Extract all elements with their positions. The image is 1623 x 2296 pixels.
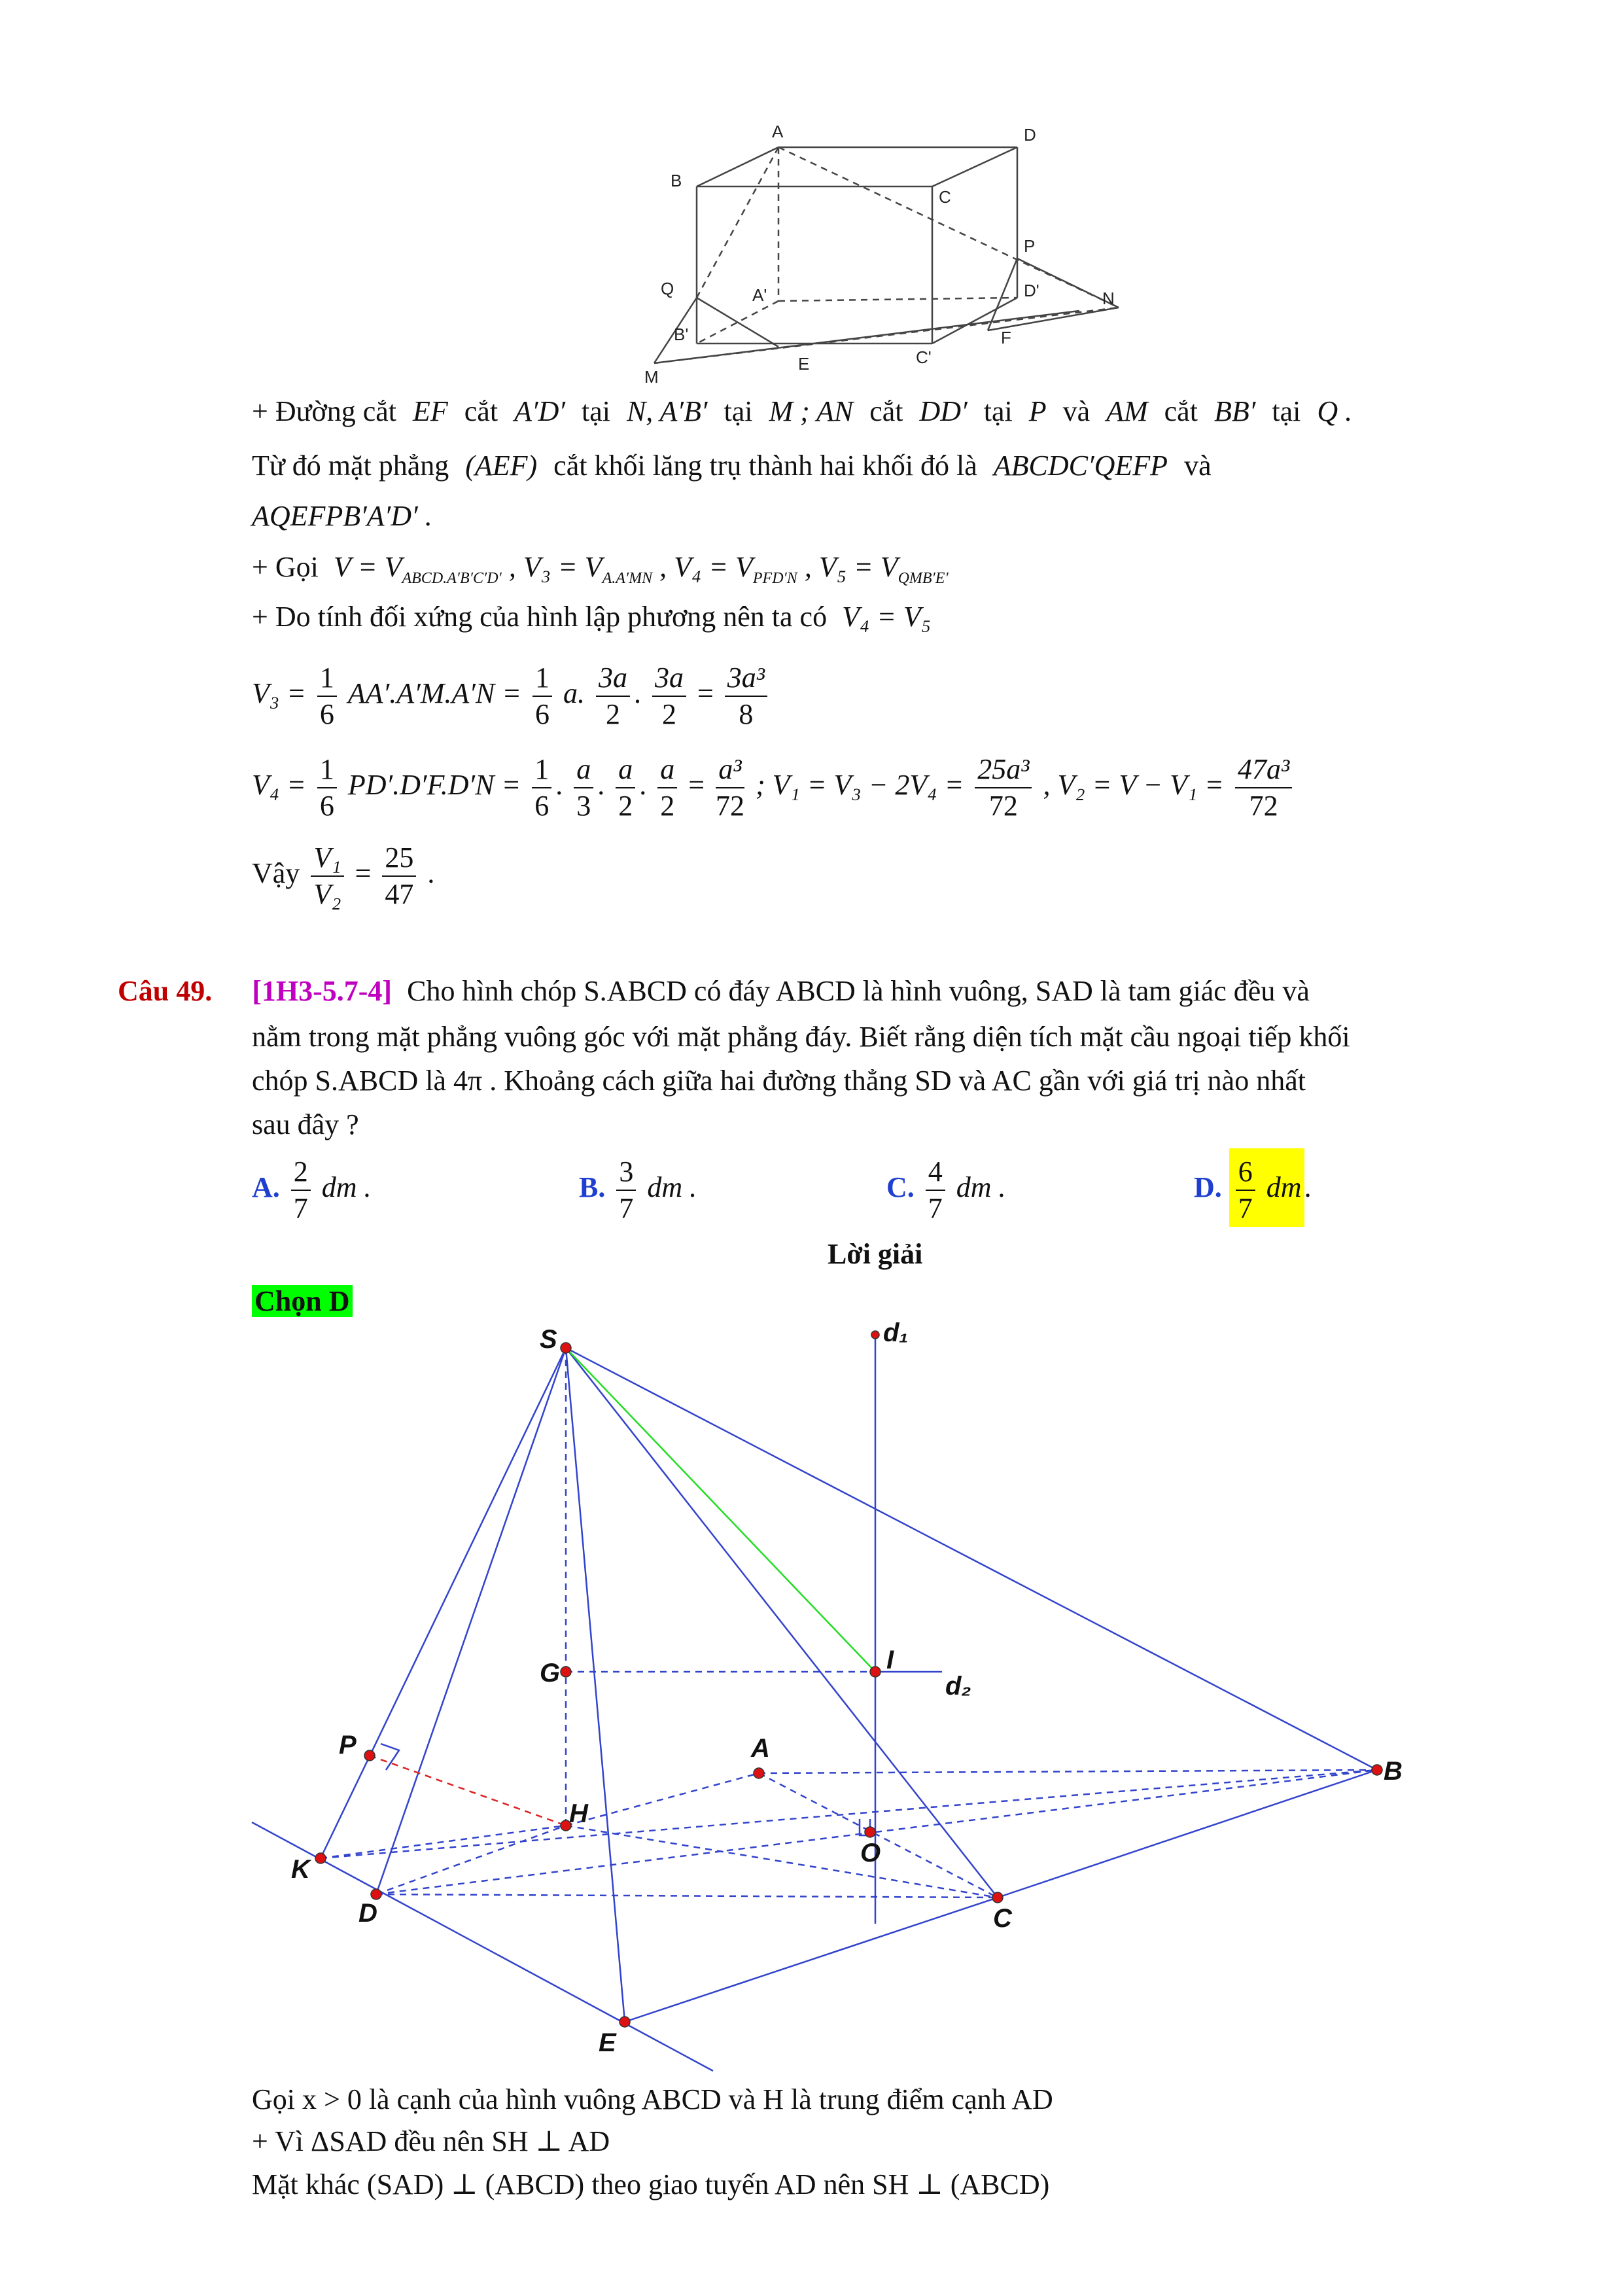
text: Vậy <box>252 857 300 889</box>
numerator: a <box>657 752 677 788</box>
label-G: G <box>540 1659 561 1687</box>
fraction <box>716 752 744 824</box>
fraction <box>926 1154 945 1226</box>
math: , V₅ = V <box>804 551 898 583</box>
math: ABCDC′QEFP <box>993 450 1168 482</box>
denominator: 6 <box>319 789 334 822</box>
math: AM <box>1106 395 1148 427</box>
unit: dm <box>1266 1171 1302 1203</box>
text: + Đường cắt <box>252 395 396 427</box>
question-text: chóp S.ABCD là 4π . Khoảng cách giữa hai đường thẳng SD và AC gần với giá trị nào nhất <box>252 1065 1306 1097</box>
sol49-line2 <box>252 2123 610 2161</box>
fraction <box>616 752 635 824</box>
option-letter: B. <box>579 1171 606 1203</box>
denominator: 7 <box>1238 1192 1253 1224</box>
label-S: S <box>540 1325 557 1354</box>
text: = <box>697 677 714 709</box>
unit: dm . <box>956 1171 1006 1203</box>
text: . <box>1304 1171 1312 1203</box>
label-d1: d₁ <box>883 1318 909 1347</box>
fraction <box>652 660 686 732</box>
sol48-line4 <box>252 548 949 597</box>
numerator: 3a <box>596 660 630 697</box>
label-I: I <box>886 1646 894 1674</box>
math: AQEFPB′A′D′ . <box>252 500 432 532</box>
label-E: E <box>798 354 810 374</box>
text: tại <box>1272 395 1301 427</box>
fraction <box>532 660 552 732</box>
q49-line4 <box>252 1106 359 1144</box>
math: V₄ = <box>252 769 306 801</box>
math: AA′.A′M.A′N = <box>347 677 521 709</box>
text: Gọi x > 0 là cạnh của hình vuông ABCD và H là trung điểm cạnh AD <box>252 2083 1053 2115</box>
text: Từ đó mặt phẳng <box>252 450 449 482</box>
conclusion <box>252 834 434 913</box>
sol48-line2 <box>252 447 1212 485</box>
denominator: 47 <box>385 877 414 910</box>
denominator: 72 <box>716 789 745 822</box>
denominator: 3 <box>576 789 591 822</box>
text: tại <box>983 395 1013 427</box>
math: DD′ <box>919 395 968 427</box>
math: BB′ <box>1213 395 1256 427</box>
cube-figure <box>635 121 1132 396</box>
label-A: A <box>772 122 784 141</box>
fraction <box>616 1154 636 1226</box>
option-a[interactable] <box>252 1148 372 1227</box>
denominator: 2 <box>618 789 633 822</box>
denominator: 7 <box>293 1192 308 1224</box>
label-O: O <box>860 1839 881 1867</box>
question-text: sau đây ? <box>252 1108 359 1140</box>
fraction <box>596 660 630 732</box>
fraction <box>725 660 767 732</box>
numerator: 2 <box>291 1154 311 1191</box>
text: . <box>427 857 435 889</box>
unit: dm . <box>321 1171 372 1203</box>
text: + Do tính đối xứng của hình lập phương nên ta có <box>252 601 828 633</box>
text: + Vì ΔSAD đều nên SH ⊥ AD <box>252 2125 610 2157</box>
numerator: 25a³ <box>975 752 1032 788</box>
option-b[interactable] <box>579 1148 697 1227</box>
option-letter: D. <box>1194 1171 1222 1203</box>
fraction <box>657 752 677 824</box>
fraction <box>317 752 337 824</box>
denominator: 2 <box>661 698 676 730</box>
label-A: A <box>751 1734 770 1763</box>
label-N: N <box>1102 289 1115 308</box>
math: V₃ = <box>252 677 306 709</box>
text: Mặt khác (SAD) ⊥ (ABCD) theo giao tuyến AD nên SH ⊥ (ABCD) <box>252 2168 1050 2200</box>
label-D: D <box>358 1899 377 1928</box>
label-Q: Q <box>661 279 674 298</box>
numerator: a <box>574 752 593 788</box>
text: tại <box>581 395 610 427</box>
denominator: 72 <box>1249 789 1278 822</box>
denominator: 6 <box>534 698 550 730</box>
label-H: H <box>569 1799 588 1828</box>
label-d2: d₂ <box>945 1672 971 1701</box>
label-D-prime: D' <box>1024 281 1039 300</box>
math: ; V₁ = V₃ − 2V₄ = <box>756 769 964 801</box>
subscript: ABCD.A′B′C′D′ <box>402 569 502 587</box>
numerator: a³ <box>716 752 744 788</box>
fraction <box>1236 1154 1255 1226</box>
label-B-prime: B' <box>674 325 689 344</box>
label-K: K <box>291 1855 310 1884</box>
numerator: 1 <box>532 752 551 788</box>
label-P: P <box>1024 236 1036 256</box>
q49-line1 <box>118 972 1310 1010</box>
question-code: [1H3-5.7-4] <box>252 975 393 1007</box>
label-C: C <box>939 187 951 207</box>
numerator: 47a³ <box>1235 752 1292 788</box>
fraction <box>975 752 1032 824</box>
math: P <box>1028 395 1047 427</box>
text: cắt <box>1164 395 1198 427</box>
question-text: Cho hình chóp S.ABCD có đáy ABCD là hình vuông, SAD là tam giác đều và <box>407 975 1310 1007</box>
numerator: 3a <box>652 660 686 697</box>
option-letter: A. <box>252 1171 280 1203</box>
label-C-prime: C' <box>916 347 932 367</box>
option-d[interactable] <box>1194 1148 1312 1227</box>
math: PD′.D′F.D′N = <box>347 769 521 801</box>
denominator: 72 <box>988 789 1018 822</box>
math: a. <box>563 677 585 709</box>
text: = <box>355 857 372 889</box>
sol48-line1 <box>252 393 1352 431</box>
denominator: 2 <box>605 698 620 730</box>
numerator: 1 <box>532 660 552 697</box>
option-letter: C. <box>886 1171 915 1203</box>
subscript: A.A′MN <box>602 569 653 587</box>
fraction <box>291 1154 311 1226</box>
math: , V₃ = V <box>508 551 602 583</box>
numerator: 1 <box>317 660 337 697</box>
math: M ; AN <box>769 395 854 427</box>
label-M: M <box>644 367 659 387</box>
numerator: a <box>616 752 635 788</box>
label-B: B <box>1384 1757 1403 1786</box>
question-number: Câu 49. <box>118 975 213 1007</box>
math: EF <box>413 395 448 427</box>
label-E: E <box>599 2028 616 2057</box>
text: cắt <box>869 395 903 427</box>
text: + Gọi <box>252 551 319 583</box>
q49-line3 <box>252 1062 1306 1100</box>
sol49-line1 <box>252 2081 1053 2119</box>
text: cắt khối lăng trụ thành hai khối đó là <box>553 450 977 482</box>
fraction <box>311 840 343 912</box>
sol48-line3 <box>252 497 432 535</box>
unit: dm . <box>647 1171 697 1203</box>
text: cắt <box>464 395 498 427</box>
subscript: QMB′E′ <box>898 569 949 587</box>
option-c[interactable] <box>886 1148 1006 1227</box>
fraction <box>382 840 416 912</box>
text: và <box>1184 450 1212 482</box>
label-P: P <box>339 1731 357 1759</box>
text: tại <box>724 395 753 427</box>
denominator: 6 <box>319 698 334 730</box>
highlighted-answer <box>1229 1148 1304 1227</box>
text: và <box>1062 395 1091 427</box>
chosen-answer <box>252 1282 353 1320</box>
label-A-prime: A' <box>752 285 767 305</box>
fraction <box>1235 752 1292 824</box>
label-C: C <box>993 1904 1012 1933</box>
v3-formula: V₃ = $\frac{1}{6}$ AA′.A′M.A′N = $\frac{1}{6}$ a. $\frac{3a}{2}$ . $\frac{3a}{2}$ = $\frac{\text{3a³}}{8}$ <box>252 654 771 733</box>
fraction <box>574 752 593 824</box>
fraction <box>317 660 337 732</box>
question-text: nằm trong mặt phẳng vuông góc với mặt phẳng đáy. Biết rằng diện tích mặt cầu ngoại tiếp khối <box>252 1021 1350 1053</box>
numerator: 25 <box>382 840 416 877</box>
denominator: 6 <box>534 789 550 822</box>
sol49-line3 <box>252 2166 1049 2204</box>
math: , V₂ = V − V₁ = <box>1043 769 1224 801</box>
solution-title <box>828 1235 922 1273</box>
numerator: 6 <box>1236 1154 1255 1191</box>
denominator: 2 <box>660 789 675 822</box>
math: (AEF) <box>465 450 538 482</box>
chosen-badge: Chọn D <box>252 1285 353 1317</box>
denominator: 8 <box>739 698 754 730</box>
label-B: B <box>671 171 682 190</box>
denominator: 7 <box>619 1192 634 1224</box>
fraction <box>532 752 551 824</box>
pyramid-figure <box>242 1318 1433 2077</box>
math: V₄ = V₅ <box>842 601 932 633</box>
math: A′D′ <box>514 395 565 427</box>
numerator: 1 <box>317 752 337 788</box>
math: , V₄ = V <box>659 551 753 583</box>
numerator: 3a³ <box>725 660 767 697</box>
text: Lời giải <box>828 1238 923 1270</box>
math: N, A′B′ <box>626 395 708 427</box>
q49-line2 <box>252 1018 1350 1056</box>
label-D: D <box>1024 125 1036 145</box>
text: = <box>688 769 705 801</box>
v4-formula: V₄ = $\frac{1}{6}$ PD′.D′F.D′N = $\frac{1}{6}$ . $\frac{a}{3}$ . $\frac{a}{2}$ . $\frac{a}{2}$ = $\frac{\text{a³}}{72}$ ; V₁ = V₃ − 2V₄ = $\frac{\text{25a³}}{72}$ , V₂ = V − V₁ = $\frac{\text{47a³}}{72}$ <box>252 746 1296 824</box>
denominator: 7 <box>928 1192 943 1224</box>
numerator: V₁ <box>311 840 343 877</box>
label-F: F <box>1001 328 1011 347</box>
math: Q . <box>1317 395 1353 427</box>
numerator: 4 <box>926 1154 945 1191</box>
denominator: V₂ <box>313 877 341 910</box>
math: V = V <box>333 551 402 583</box>
sol48-line5 <box>252 598 931 636</box>
numerator: 3 <box>616 1154 636 1191</box>
subscript: PFD′N <box>752 569 797 587</box>
